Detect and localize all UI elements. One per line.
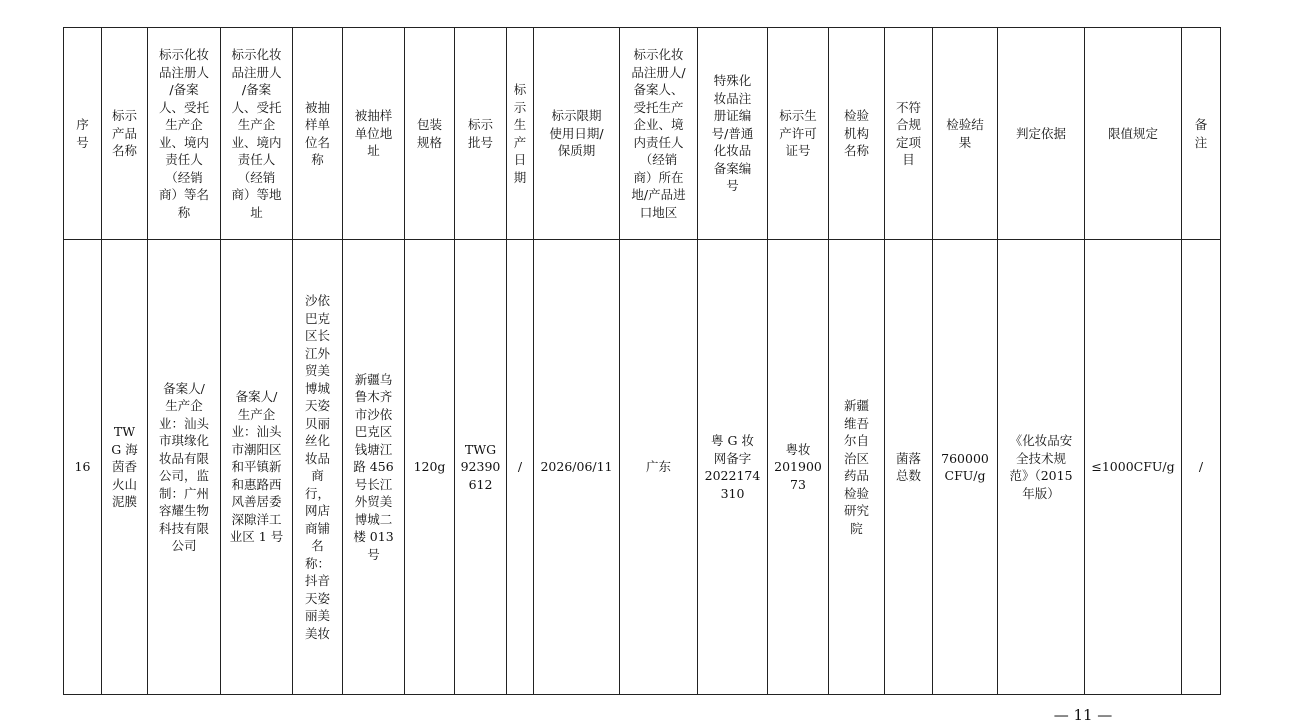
cell-production-date: / [507, 240, 534, 695]
cell-sampled-unit-address: 新疆乌 鲁木齐 市沙依 巴克区 钱塘江 路 456 号长江 外贸美 博城二 楼 013 号 [343, 240, 405, 695]
header-expiry-date: 标示限期 使用日期/ 保质期 [534, 28, 620, 240]
header-test-result: 检验结 果 [933, 28, 998, 240]
header-row [64, 28, 1221, 240]
header-remarks: 备 注 [1182, 28, 1221, 240]
cell-test-result: 760000 CFU/g [933, 240, 998, 695]
header-production-license: 标示生 产许可 证号 [768, 28, 829, 240]
header-judgment-basis: 判定依据 [998, 28, 1085, 240]
header-registration-number: 特殊化 妆品注 册证编 号/普通 化妆品 备案编 号 [698, 28, 768, 240]
header-registrant-name: 标示化妆 品注册人 /备案 人、受托 生产企 业、境内 责任人 （经销 商）等名 称 [148, 28, 221, 240]
header-production-date: 标 示 生 产 日 期 [507, 28, 534, 240]
header-sampled-unit-address: 被抽样 单位地 址 [343, 28, 405, 240]
header-testing-agency: 检验 机构 名称 [829, 28, 885, 240]
header-sampled-unit-name: 被抽 样单 位名 称 [293, 28, 343, 240]
cell-registration-number: 粤 G 妆 网备字 2022174 310 [698, 240, 768, 695]
header-nonconforming-item: 不符 合规 定项 目 [885, 28, 933, 240]
cell-production-license: 粤妆 201900 73 [768, 240, 829, 695]
page-number: — 11 — [1053, 706, 1113, 724]
header-seq-no: 序 号 [64, 28, 102, 240]
cell-expiry-date: 2026/06/11 [534, 240, 620, 695]
cell-limit-value: ≤1000CFU/g [1085, 240, 1182, 695]
inspection-results-table [63, 27, 1221, 695]
cell-nonconforming-item: 菌落 总数 [885, 240, 933, 695]
cell-registrant-name: 备案人/ 生产企 业：汕头 市琪缘化 妆品有限 公司，监 制：广州 容耀生物 科技有限 公司 [148, 240, 221, 695]
cell-origin-region: 广东 [620, 240, 698, 695]
header-product-name: 标示 产品 名称 [102, 28, 148, 240]
header-origin-region: 标示化妆 品注册人/ 备案人、 受托生产 企业、境 内责任人 （经销 商）所在 地/产品进 口地区 [620, 28, 698, 240]
header-registrant-address: 标示化妆 品注册人 /备案 人、受托 生产企 业、境内 责任人 （经销 商）等地 址 [221, 28, 293, 240]
cell-seq-no: 16 [64, 240, 102, 695]
header-batch-number: 标示 批号 [455, 28, 507, 240]
cell-batch-number: TWG 92390 612 [455, 240, 507, 695]
header-limit-value: 限值规定 [1085, 28, 1182, 240]
table-row [64, 240, 1221, 695]
cell-product-name: TW G 海 茵香 火山 泥膜 [102, 240, 148, 695]
cell-registrant-address: 备案人/ 生产企 业：汕头 市潮阳区 和平镇新 和惠路西 风善居委 深隙洋工 业区 1 号 [221, 240, 293, 695]
header-package-size: 包装 规格 [405, 28, 455, 240]
cell-package-size: 120g [405, 240, 455, 695]
cell-testing-agency: 新疆 维吾 尔自 治区 药品 检验 研究 院 [829, 240, 885, 695]
cell-judgment-basis: 《化妆品安 全技术规 范》（2015 年版） [998, 240, 1085, 695]
cell-remarks: / [1182, 240, 1221, 695]
cell-sampled-unit-name: 沙依 巴克 区长 江外 贸美 博城 天姿 贝丽 丝化 妆品 商 行， 网店 商铺 名 称： 抖音 天姿 丽美 美妆 [293, 240, 343, 695]
